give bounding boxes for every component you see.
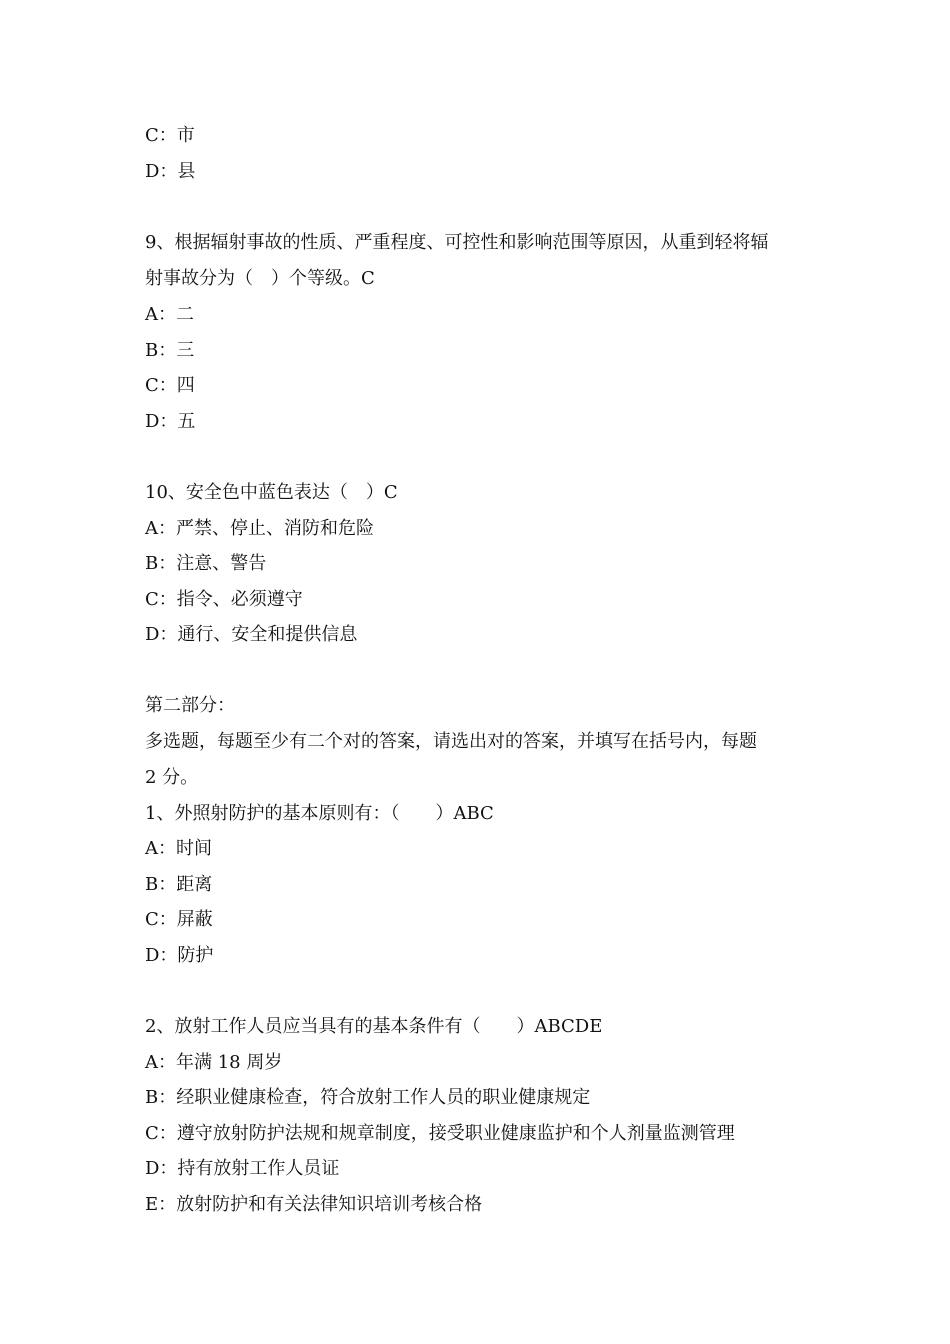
mq1-option-b: B：距离 bbox=[145, 874, 213, 895]
q10-option-a: A：严禁、停止、消防和危险 bbox=[145, 518, 374, 539]
mq1-option-d: D：防护 bbox=[145, 945, 214, 966]
option-c-city: C：市 bbox=[145, 125, 195, 146]
q9-option-a: A：二 bbox=[145, 304, 194, 325]
question-9-line-2: 射事故分为（ ）个等级。C bbox=[145, 268, 375, 289]
section-instructions-line-1: 多选题，每题至少有二个对的答案，请选出对的答案，并填写在括号内，每题 bbox=[145, 731, 757, 752]
mq1-option-a: A：时间 bbox=[145, 838, 212, 859]
mq2-option-d: D：持有放射工作人员证 bbox=[145, 1158, 340, 1179]
q9-option-d: D：五 bbox=[145, 411, 196, 432]
q9-option-b: B：三 bbox=[145, 340, 195, 361]
section-instructions-line-2: 2 分。 bbox=[145, 767, 199, 788]
multi-question-1: 1、外照射防护的基本原则有：（ ）ABC bbox=[145, 803, 494, 824]
multi-question-2: 2、放射工作人员应当具有的基本条件有（ ）ABCDE bbox=[145, 1016, 603, 1037]
question-10: 10、安全色中蓝色表达（ ）C bbox=[145, 482, 398, 503]
mq2-option-a: A：年满 18 周岁 bbox=[145, 1052, 283, 1073]
mq2-option-b: B：经职业健康检查，符合放射工作人员的职业健康规定 bbox=[145, 1087, 591, 1108]
mq2-option-c: C：遵守放射防护法规和规章制度，接受职业健康监护和个人剂量监测管理 bbox=[145, 1123, 735, 1144]
option-d-county: D：县 bbox=[145, 161, 196, 182]
q10-option-c: C：指令、必须遵守 bbox=[145, 589, 303, 610]
q9-option-c: C：四 bbox=[145, 375, 195, 396]
q10-option-b: B：注意、警告 bbox=[145, 553, 267, 574]
section-heading: 第二部分： bbox=[145, 695, 235, 716]
q10-option-d: D：通行、安全和提供信息 bbox=[145, 624, 358, 645]
mq2-option-e: E：放射防护和有关法律知识培训考核合格 bbox=[145, 1194, 483, 1215]
question-9-line-1: 9、根据辐射事故的性质、严重程度、可控性和影响范围等原因，从重到轻将辐 bbox=[145, 232, 769, 253]
mq1-option-c: C：屏蔽 bbox=[145, 909, 213, 930]
